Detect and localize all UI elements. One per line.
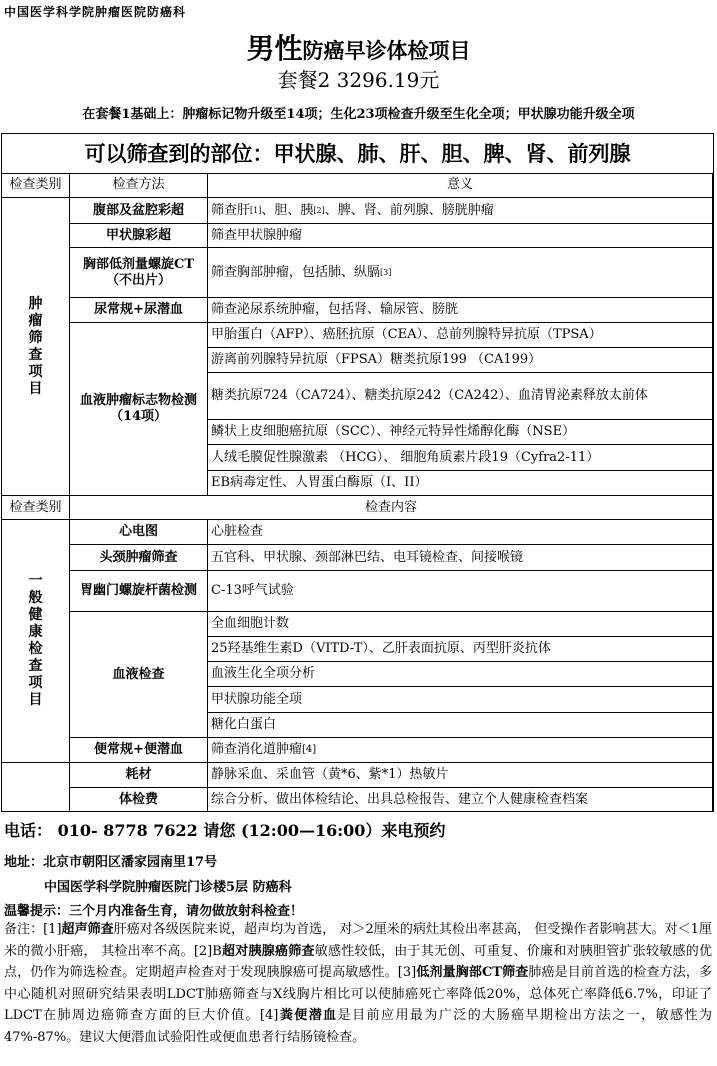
blood-row: 血液生化全项分析 [208,662,713,687]
content-head-neck: 五官科、甲状腺、颈部淋巴结、电耳镜检查、间接喉镜 [208,545,713,571]
marker-row: 游离前列腺特异抗原（FPSA）糖类抗原199 （CA199） [208,348,713,373]
method-chest-ct: 胸部低剂量螺旋CT（不出片） [70,248,208,298]
meaning-text: 、脾、肾、前列腺、膀胱肿瘤 [324,202,494,218]
method-ecg: 心电图 [70,520,208,545]
note-text: 敏感性较低，由于其无创、可重复、价廉和对胰胆管扩张较敏感的优点，仍作为筛选检查。定期超声检查对于发现胰腺癌可提高敏感性。[3] [4,943,712,980]
method-blood-markers: 血液肿瘤标志物检测（14项） [70,323,208,496]
upgrade-note: 在套餐1基础上：肿瘤标记物升级至14项；生化23项检查升级至生化全项；甲状腺功能升级全项 [82,107,635,122]
marker-row: 糖类抗原724（CA724）、糖类抗原242（CA242）、血清胃泌素释放太前体 [208,373,713,420]
blood-row: 全血细胞计数 [208,612,713,637]
content-stool [208,738,713,763]
marker-row: 人绒毛膜促性腺激素 （HCG）、 细胞角质素片段19（Cyfra2-11） [208,445,713,471]
blood-row: 糖化白蛋白 [208,713,713,738]
title-rest: 防癌早诊体检项目 [302,38,471,63]
content-consumables: 静脉采血、采血管（黄*6、紫*1）热敏片 [208,763,713,788]
method-consumables: 耗材 [70,763,208,788]
note-bold: 超对胰腺癌筛查 [221,943,315,959]
note-text: 备注：[1] [4,922,62,937]
content-hp: C-13呼气试验 [208,571,713,612]
marker-row: 鳞状上皮细胞癌抗原（SCC）、神经元特异性烯醇化酶（NSE） [208,420,713,445]
screen-sites: 可以筛查到的部位：甲状腺、肺、肝、胆、脾、肾、前列腺 [2,135,713,174]
method-exam-fee: 体检费 [70,788,208,812]
method-head-neck: 头颈肿瘤筛查 [70,545,208,571]
note-bold: 低剂量胸部CT筛查 [416,965,529,980]
marker-row: EB病毒定性、人胃蛋白酶原（I、II） [208,471,713,496]
hospital-banner: 中国医学科学院肿瘤医院防癌科 [4,5,187,19]
meaning-text: 筛查肝 [211,202,251,218]
note-text: 肺癌是目前首选的检查方法，多中心随机对照研究结果表明LDCT肺癌筛查与X线胸片相比可以使肺癌死亡率降低20%，总体死亡率降低6.7%，印证了LDCT在肺周边癌筛查方面的巨大价值。[4] [4,965,712,1023]
address-line: 地址：北京市朝阳区潘家园南里17号 [4,855,218,870]
method-blood-test: 血液检查 [70,612,208,738]
meaning-urine: 筛查泌尿系统肿瘤，包括肾、输尿管、膀胱 [208,298,713,323]
method-urine: 尿常规+尿潜血 [70,298,208,323]
header-category: 检查类别 [2,173,70,198]
package-price: 套餐2 3296.19元 [277,68,440,92]
blood-row: 甲状腺功能全项 [208,687,713,713]
stool-text: 筛查消化道肿瘤 [211,742,303,757]
tumor-category [2,198,70,496]
ref-2: [2] [313,205,325,215]
meaning-text: 筛查胸部肿瘤，包括肺、纵膈 [211,264,381,280]
note-bold: 粪便潜血 [278,1008,338,1023]
ref-1: [1] [250,205,262,215]
warm-tip: 温馨提示：三个月内准备生育，请勿做放射科检查！ [4,904,304,919]
content-exam-fee: 综合分析、做出体检结论、出具总检报告、建立个人健康检查档案 [208,788,713,812]
method-hp: 胃幽门螺旋杆菌检测 [70,571,208,612]
title-main: 男性 [246,32,303,65]
note-bold: 超声筛查 [61,922,114,937]
blood-row: 25羟基维生素D（VITD-T）、乙肝表面抗原、丙型肝炎抗体 [208,637,713,662]
marker-row: 甲胎蛋白（AFP）、癌胚抗原（CEA）、总前列腺特异抗原（TPSA） [208,323,713,348]
method-stool: 便常规+便潜血 [70,738,208,763]
method-thyroid-ultrasound: 甲状腺彩超 [70,224,208,248]
phone-line: 电话： 010- 8778 7622 请您 (12:00—16:00）来电预约 [4,821,446,840]
header2-category: 检查类别 [2,496,70,520]
empty-category [2,763,70,812]
general-category-label: 一般健康检查项目 [28,573,43,708]
ref-4: [4] [302,744,317,755]
header-meaning: 意义 [208,173,713,198]
meaning-abdominal [208,198,713,224]
method-abdominal-ultrasound: 腹部及盆腔彩超 [70,198,208,224]
remarks [4,919,712,1048]
meaning-chest [208,248,713,298]
meaning-text: 、胆、胰 [261,202,314,218]
ref-3: [3] [380,267,392,277]
address-building: 中国医学科学院肿瘤医院门诊楼5层 防癌科 [44,880,292,895]
page-title [0,27,717,67]
note-text: 是目前应用最为广泛的大肠癌早期检出方法之一，敏感性为47%-87%。建议大便潜血试验阳性或便血患者行结肠镜检查。 [4,1008,712,1045]
header2-content: 检查内容 [70,496,713,520]
general-category [2,520,70,763]
content-ecg: 心脏检查 [208,520,713,545]
header-method: 检查方法 [70,173,208,198]
note-text: 肝癌对各级医院来说，超声均为首选， 对＞2厘米的病灶其检出率甚高， 但受操作者影响甚大。对＜1厘米的微小肝癌， 其检出率不高。[2]B [4,922,712,959]
meaning-thyroid: 筛查甲状腺肿瘤 [208,224,713,248]
tumor-category-label: 肿瘤筛查项目 [28,295,43,397]
